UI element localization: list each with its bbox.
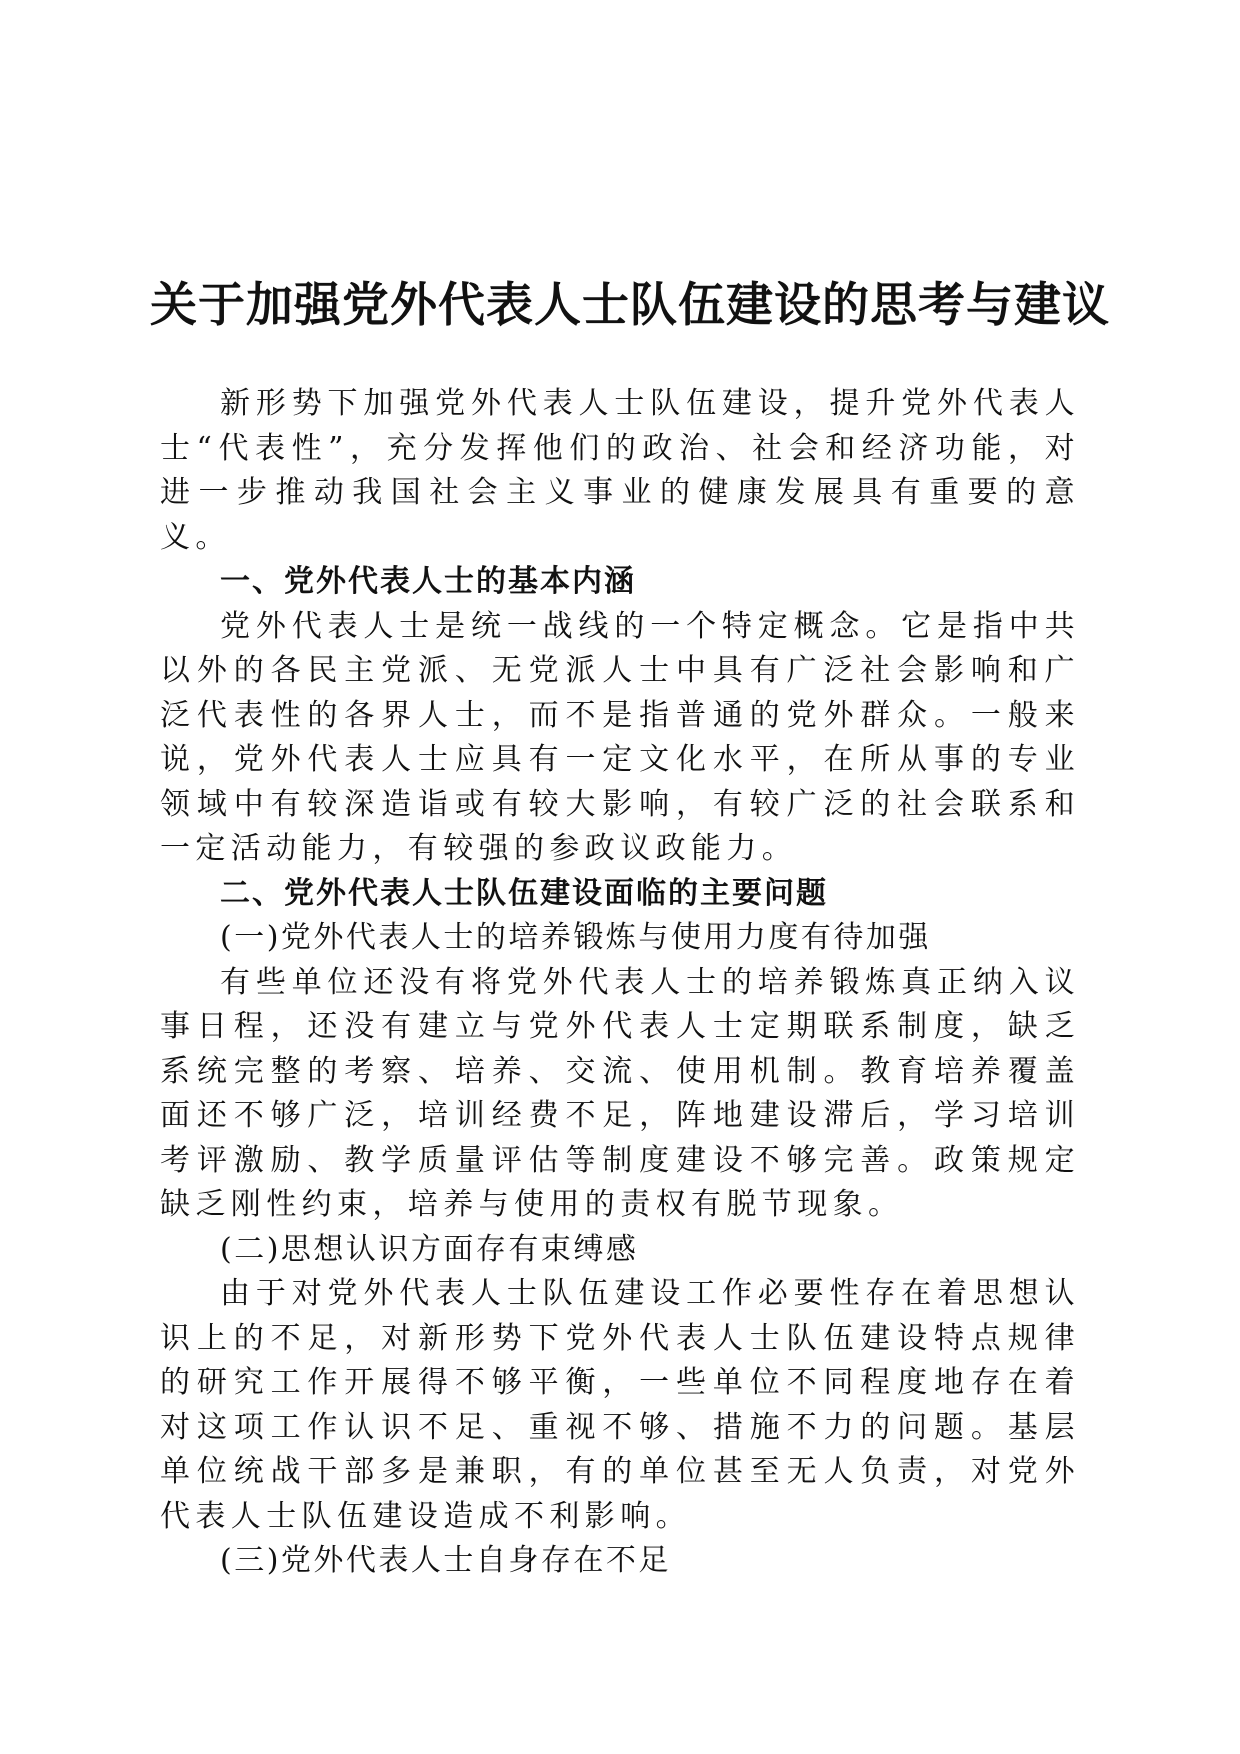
subsection-heading-2: (二)思想认识方面存有束缚感 [220, 1231, 639, 1267]
paragraph-ideological-awareness: 由于对党外代表人士队伍建设工作必要性存在着思想认识上的不足，对新形势下党外代表人士队伍建设特点规律的研究工作开展得不够平衡，一些单位不同程度地存在着对这项工作认识不足、重视不够、措施不力的问题。基层单位统战干部多是兼职，有的单位甚至无人负责，对党外代表人士队伍建设造成不利影响。 [160, 1276, 1080, 1534]
section-heading-2: 二、党外代表人士队伍建设面临的主要问题 [220, 875, 828, 911]
intro-paragraph: 新形势下加强党外代表人士队伍建设，提升党外代表人士“代表性”，充分发挥他们的政治、社会和经济功能，对进一步推动我国社会主义事业的健康发展具有重要的意义。 [160, 386, 1080, 555]
document-title: 关于加强党外代表人士队伍建设的思考与建议 [150, 278, 1110, 334]
section-heading-1: 一、党外代表人士的基本内涵 [220, 564, 636, 599]
subsection-heading-1: (一)党外代表人士的培养锻炼与使用力度有待加强 [220, 920, 931, 955]
paragraph-basic-meaning: 党外代表人士是统一战线的一个特定概念。它是指中共以外的各民主党派、无党派人士中具有广泛社会影响和广泛代表性的各界人士，而不是指普通的党外群众。一般来说，党外代表人士应具有一定文化水平，在所从事的专业领域中有较深造诣或有较大影响，有较广泛的社会联系和一定活动能力，有较强的参政议政能力。 [160, 608, 1080, 866]
paragraph-training-usage: 有些单位还没有将党外代表人士的培养锻炼真正纳入议事日程，还没有建立与党外代表人士定期联系制度，缺乏系统完整的考察、培养、交流、使用机制。教育培养覆盖面还不够广泛，培训经费不足，阵地建设滞后，学习培训考评激励、教学质量评估等制度建设不够完善。政策规定缺乏刚性约束，培养与使用的责权有脱节现象。 [160, 964, 1080, 1222]
subsection-heading-3: (三)党外代表人士自身存在不足 [220, 1543, 671, 1578]
document-body [160, 382, 1080, 1584]
